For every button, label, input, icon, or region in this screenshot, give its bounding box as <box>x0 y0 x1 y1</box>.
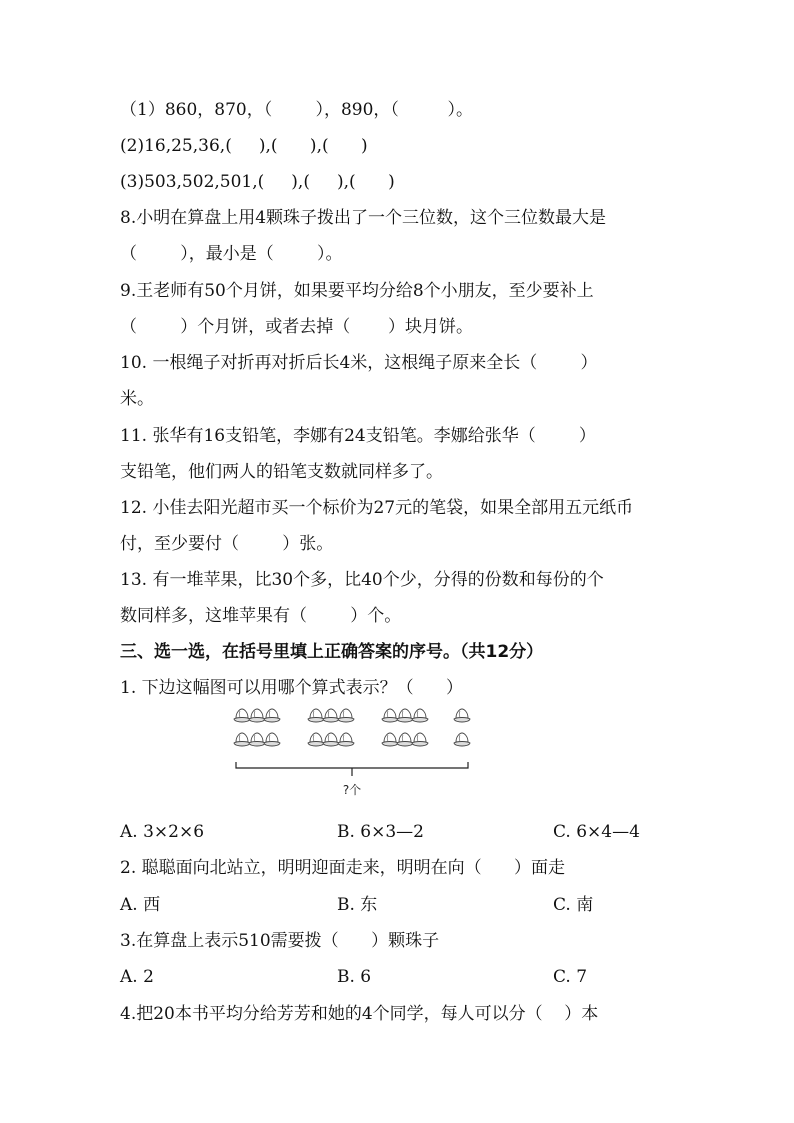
q3-option-b: B. 6 <box>337 967 372 987</box>
figure-label: ?个 <box>342 783 362 797</box>
acorn-icon <box>338 733 354 746</box>
acorn-icon <box>382 709 398 722</box>
acorn-icon <box>397 733 413 746</box>
q1-option-a: A. 3×2×6 <box>120 822 205 842</box>
mc-question-2: 2. 聪聪面向北站立，明明迎面走来，明明在向（ ）面走 <box>120 858 566 878</box>
q3-option-a: A. 2 <box>120 967 154 987</box>
acorn-icon <box>323 733 339 746</box>
q2-option-c: C. 南 <box>553 895 594 915</box>
question-12-line-2: 付，至少要付（ ）张。 <box>120 534 334 554</box>
acorn-icon <box>338 709 354 722</box>
question-11-line-2: 支铅笔，他们两人的铅笔支数就同样多了。 <box>120 462 443 482</box>
acorn-icon <box>323 709 339 722</box>
question-8-line-1: 8.小明在算盘上用4颗珠子拨出了一个三位数，这个三位数最大是 <box>120 208 607 228</box>
acorn-icon <box>264 733 280 746</box>
brace <box>236 762 468 776</box>
question-10-line-1: 10. 一根绳子对折再对折后长4米，这根绳子原来全长（ ） <box>120 353 598 373</box>
question-10-line-2: 米。 <box>120 389 154 409</box>
acorn-icon <box>382 733 398 746</box>
acorn-icon <box>308 709 324 722</box>
question-9-line-1: 9.王老师有50个月饼，如果要平均分给8个小朋友，至少要补上 <box>120 281 594 301</box>
section-3-heading: 三、选一选，在括号里填上正确答案的序号。（共12分） <box>120 642 544 662</box>
q1-option-b: B. 6×3—2 <box>337 822 424 842</box>
q2-option-a: A. 西 <box>120 895 161 915</box>
question-9-line-2: （ ）个月饼，或者去掉（ ）块月饼。 <box>120 317 474 337</box>
question-13-line-1: 13. 有一堆苹果，比30个多，比40个少，分得的份数和每份的个 <box>120 570 604 590</box>
question-13-line-2: 数同样多，这堆苹果有（ ）个。 <box>120 606 402 626</box>
acorn-icon <box>249 733 265 746</box>
fill-blank-line-1: （1）860，870，（ ），890，（ ）。 <box>120 100 474 120</box>
acorn-icon <box>454 709 470 722</box>
mc-question-4: 4.把20本书平均分给芳芳和她的4个同学，每人可以分（ ）本 <box>120 1004 599 1024</box>
mc-question-1: 1. 下边这幅图可以用哪个算式表示？（ ） <box>120 678 464 698</box>
acorn-icon <box>264 709 280 722</box>
acorn-icon <box>234 733 250 746</box>
fill-blank-line-2: (2)16,25,36,( ),( ),( ) <box>120 136 368 156</box>
acorn-icon <box>234 709 250 722</box>
question-8-line-2: （ ），最小是（ ）。 <box>120 244 343 264</box>
q3-option-c: C. 7 <box>553 967 588 987</box>
question-11-line-1: 11. 张华有16支铅笔，李娜有24支铅笔。李娜给张华（ ） <box>120 426 596 446</box>
acorn-icon <box>308 733 324 746</box>
acorn-groups <box>234 709 470 746</box>
q1-option-c: C. 6×4—4 <box>553 822 640 842</box>
question-12-line-1: 12. 小佳去阳光超市买一个标价为27元的笔袋，如果全部用五元纸币 <box>120 498 634 518</box>
acorn-figure <box>228 708 478 803</box>
acorn-icon <box>412 709 428 722</box>
acorn-icon <box>249 709 265 722</box>
acorn-icon <box>454 733 470 746</box>
acorn-icon <box>412 733 428 746</box>
mc-question-3: 3.在算盘上表示510需要拨（ ）颗珠子 <box>120 931 440 951</box>
q2-option-b: B. 东 <box>337 895 378 915</box>
acorn-icon <box>397 709 413 722</box>
fill-blank-line-3: (3)503,502,501,( ),( ),( ) <box>120 172 395 192</box>
